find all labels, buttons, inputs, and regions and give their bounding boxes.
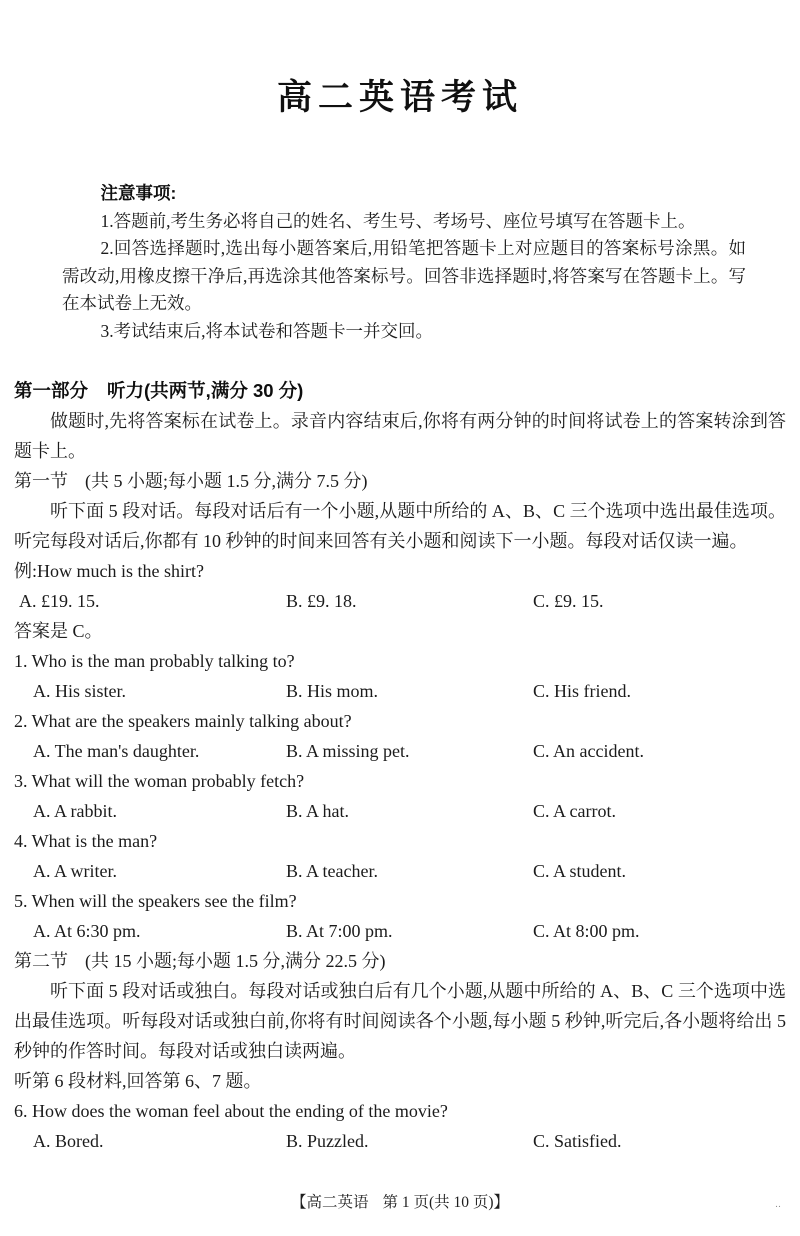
question-block-4: [14, 826, 786, 886]
section1-heading: [14, 466, 786, 496]
question-text: 3. What will the woman probably fetch?: [14, 771, 305, 791]
part1-label: 第一部分: [14, 380, 89, 401]
question-block-5: [14, 886, 786, 946]
example-options: [14, 586, 786, 616]
section1-label: 第一节: [14, 471, 68, 491]
option-c: C. A student.: [533, 861, 627, 881]
option-a: A. At 6:30 pm.: [33, 921, 141, 941]
notice-item-3: 3.考试结束后,将本试卷和答题卡一并交回。: [100, 320, 433, 341]
option-b: B. A teacher.: [286, 861, 378, 881]
question-text: 5. When will the speakers see the film?: [14, 891, 297, 911]
option-c: C. A carrot.: [533, 801, 616, 821]
option-c: C. His friend.: [533, 681, 631, 701]
option-b: B. At 7:00 pm.: [286, 921, 393, 941]
exam-body: [14, 376, 786, 1156]
option-b: B. A missing pet.: [286, 741, 410, 761]
notice-heading: 注意事项:: [100, 183, 177, 203]
question-text: 6. How does the woman feel about the ending of the movie?: [14, 1101, 448, 1121]
question-block-1: [14, 646, 786, 706]
option-b: B. Puzzled.: [286, 1131, 369, 1151]
option-b: B. A hat.: [286, 801, 350, 821]
notice-item-2: 2.回答选择题时,选出每小题答案后,用铅笔把答题卡上对应题目的答案标号涂黑。如需改动,用橡皮擦干净后,再选涂其他答案标号。回答非选择题时,将答案写在答题卡上。写在本试卷上无效。: [62, 238, 746, 313]
option-c: C. At 8:00 pm.: [533, 921, 640, 941]
example-prompt: 例:How much is the shirt?: [14, 561, 204, 581]
question-options: [14, 916, 786, 946]
question-options: [14, 736, 786, 766]
footer-page-number: 第 1 页(共 10 页)】: [382, 1194, 510, 1211]
question-block-2: [14, 706, 786, 766]
part1-title: 听力(共两节,满分 30 分): [107, 380, 304, 401]
option-a: A. A writer.: [33, 861, 117, 881]
question-options: [14, 1126, 786, 1156]
part1-intro: 做题时,先将答案标在试卷上。录音内容结束后,你将有两分钟的时间将试卷上的答案转涂到答题卡上。: [14, 411, 786, 461]
section2-label: 第二节: [14, 951, 68, 971]
question-options: [14, 676, 786, 706]
section2-detail: (共 15 小题;每小题 1.5 分,满分 22.5 分): [85, 951, 386, 971]
option-a: A. A rabbit.: [33, 801, 117, 821]
question-options: [14, 796, 786, 826]
question-text: 1. Who is the man probably talking to?: [14, 651, 295, 671]
question-text: 2. What are the speakers mainly talking about?: [14, 711, 352, 731]
notice-section: [62, 180, 746, 345]
page-footer: [0, 1192, 800, 1214]
notice-item-1: 1.答题前,考生务必将自己的姓名、考生号、考场号、座位号填写在答题卡上。: [100, 210, 696, 231]
section2-heading: [14, 946, 786, 976]
option-a: A. His sister.: [33, 681, 127, 701]
question-block-3: [14, 766, 786, 826]
option-a: A. The man's daughter.: [33, 741, 200, 761]
material-note: 听第 6 段材料,回答第 6、7 题。: [14, 1071, 262, 1091]
section1-instructions: 听下面 5 段对话。每段对话后有一个小题,从题中所给的 A、B、C 三个选项中选出最佳选项。听完每段对话后,你都有 10 秒钟的时间来回答有关小题和阅读下一小题。每段对话仅读一遍。: [14, 501, 786, 551]
option-a: A. Bored.: [33, 1131, 104, 1151]
option-b: B. His mom.: [286, 681, 379, 701]
section1-detail: (共 5 小题;每小题 1.5 分,满分 7.5 分): [85, 471, 368, 491]
example-option-b: B. £9. 18.: [286, 591, 357, 611]
footer-course: 【高二英语: [290, 1194, 369, 1211]
option-c: C. Satisfied.: [533, 1131, 622, 1151]
section2-instructions: 听下面 5 段对话或独白。每段对话或独白后有几个小题,从题中所给的 A、B、C 三个选项中选出最佳选项。听每段对话或独白前,你将有时间阅读各个小题,每小题 5 秒钟,听完后,各小题将给出 5 秒钟的作答时间。每段对话或独白读两遍。: [14, 981, 786, 1061]
question-block-6: [14, 1096, 786, 1156]
example-option-a: A. £19. 15.: [19, 591, 100, 611]
scan-artifact-dots: ‥: [774, 1199, 783, 1209]
question-options: [14, 856, 786, 886]
option-c: C. An accident.: [533, 741, 644, 761]
part1-heading: [14, 376, 786, 406]
question-text: 4. What is the man?: [14, 831, 158, 851]
example-option-c: C. £9. 15.: [533, 591, 604, 611]
page-title: 高二英语考试: [276, 78, 523, 117]
example-answer-note: 答案是 C。: [14, 621, 103, 641]
